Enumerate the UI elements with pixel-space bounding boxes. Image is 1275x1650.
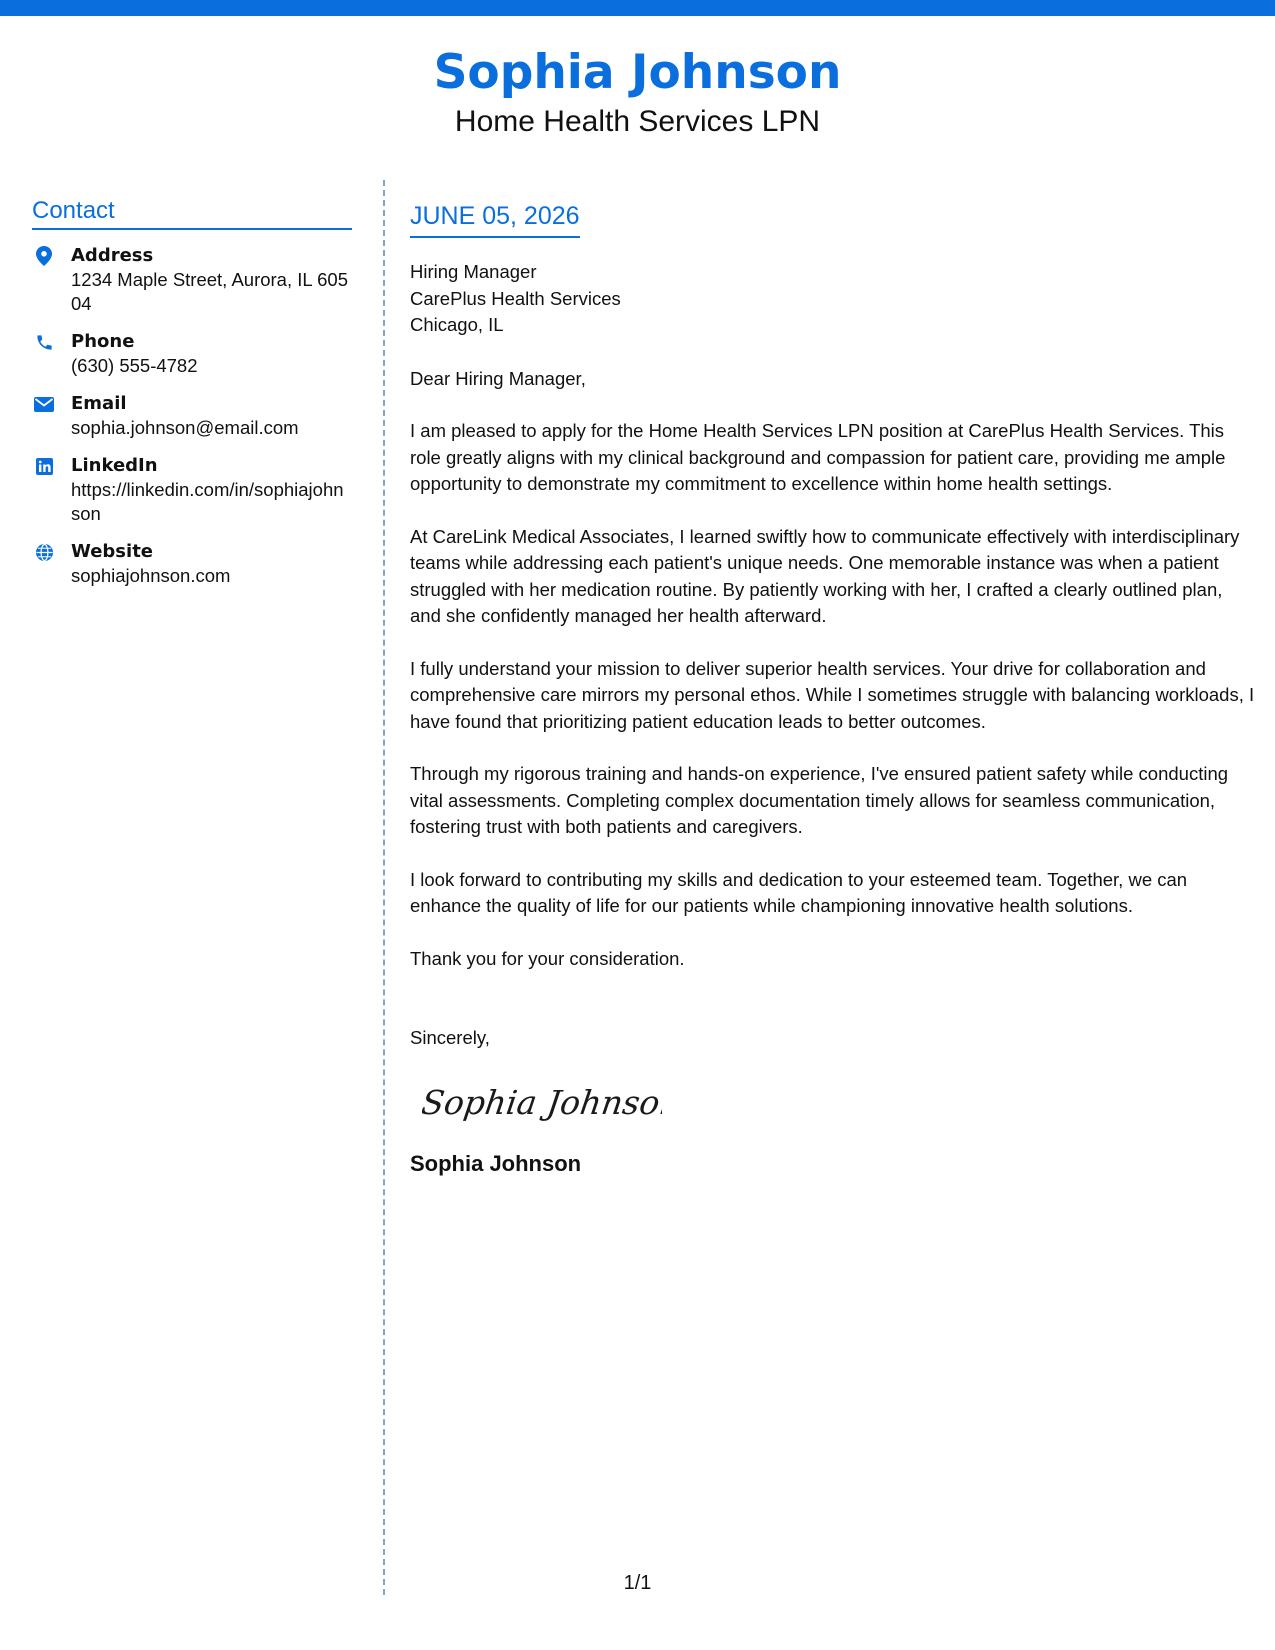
- recipient-block: [410, 259, 1255, 339]
- contact-sidebar: [32, 196, 352, 588]
- body-paragraph: I am pleased to apply for the Home Health Services LPN position at CarePlus Health Services. This role greatly aligns with my clinical background and compassion for patient care, providing me ample opportunity to demonstrate my commitment to excellence within home health settings.: [410, 420, 1226, 494]
- contact-item-phone: [32, 330, 352, 378]
- map-pin-icon: [33, 245, 55, 267]
- linkedin-icon: [33, 455, 55, 477]
- contact-item-website: [32, 540, 352, 588]
- phone-value: (630) 555-4782: [71, 355, 198, 376]
- letter-header: [0, 42, 1275, 140]
- job-title: Home Health Services LPN: [454, 105, 821, 138]
- website-value[interactable]: sophiajohnson.com: [71, 565, 231, 586]
- contact-label: Phone: [71, 331, 135, 352]
- body-paragraph: I look forward to contributing my skills and dedication to your esteemed team. Together, we can enhance the quality of life for our patients while championing innovative health solutions.: [410, 868, 1188, 916]
- body-paragraph: At CareLink Medical Associates, I learned swiftly how to communicate effectively with interdisciplinary teams while addressing each patient's unique needs. One memorable instance was when a patient struggled with her medication routine. By patiently working with her, I crafted a clearly outlined plan, and she confidently managed her health afterward.: [410, 525, 1240, 626]
- thank-you-line: Thank you for your consideration.: [410, 947, 685, 969]
- recipient-line: CarePlus Health Services: [410, 287, 621, 309]
- contact-item-email: [32, 392, 352, 440]
- salutation: Dear Hiring Manager,: [410, 367, 586, 389]
- recipient-line: Chicago, IL: [410, 314, 504, 335]
- email-value[interactable]: sophia.johnson@email.com: [71, 417, 299, 438]
- column-divider: [383, 180, 385, 1595]
- top-accent-bar: [0, 0, 1275, 16]
- email-icon: [33, 393, 55, 415]
- body-paragraph: Through my rigorous training and hands-on experience, I've ensured patient safety while conducting vital assessments. Completing complex documentation timely allows for seamless communication, fostering trust with both patients and caregivers.: [410, 763, 1229, 837]
- closing: Sincerely,: [410, 1027, 490, 1048]
- contact-label: Website: [71, 541, 154, 562]
- recipient-line: Hiring Manager: [410, 261, 537, 282]
- applicant-name: Sophia Johnson: [433, 45, 842, 100]
- contact-label: Address: [71, 245, 154, 266]
- globe-icon: [33, 541, 55, 563]
- contact-heading: Contact: [32, 196, 352, 230]
- contact-label: Email: [71, 393, 127, 414]
- linkedin-value[interactable]: https://linkedin.com/in/sophiajohnson: [71, 479, 344, 524]
- phone-icon: [33, 331, 55, 353]
- signature-text: Sophia Johnson: [422, 1082, 662, 1122]
- contact-label: LinkedIn: [71, 455, 158, 476]
- typed-name: Sophia Johnson: [410, 1150, 582, 1176]
- letter-date: JUNE 05, 2026: [410, 200, 580, 238]
- contact-item-linkedin: [32, 454, 352, 526]
- handwritten-signature: [422, 1072, 1255, 1142]
- contact-item-address: [32, 244, 352, 316]
- letter-body: [410, 200, 1255, 1178]
- address-value: 1234 Maple Street, Aurora, IL 60504: [71, 269, 348, 314]
- page-number: 1/1: [623, 1572, 652, 1594]
- body-paragraph: I fully understand your mission to deliver superior health services. Your drive for collaboration and comprehensive care mirrors my personal ethos. While I sometimes struggle with balancing workloads, I have found that prioritizing patient education leads to better outcomes.: [410, 657, 1255, 732]
